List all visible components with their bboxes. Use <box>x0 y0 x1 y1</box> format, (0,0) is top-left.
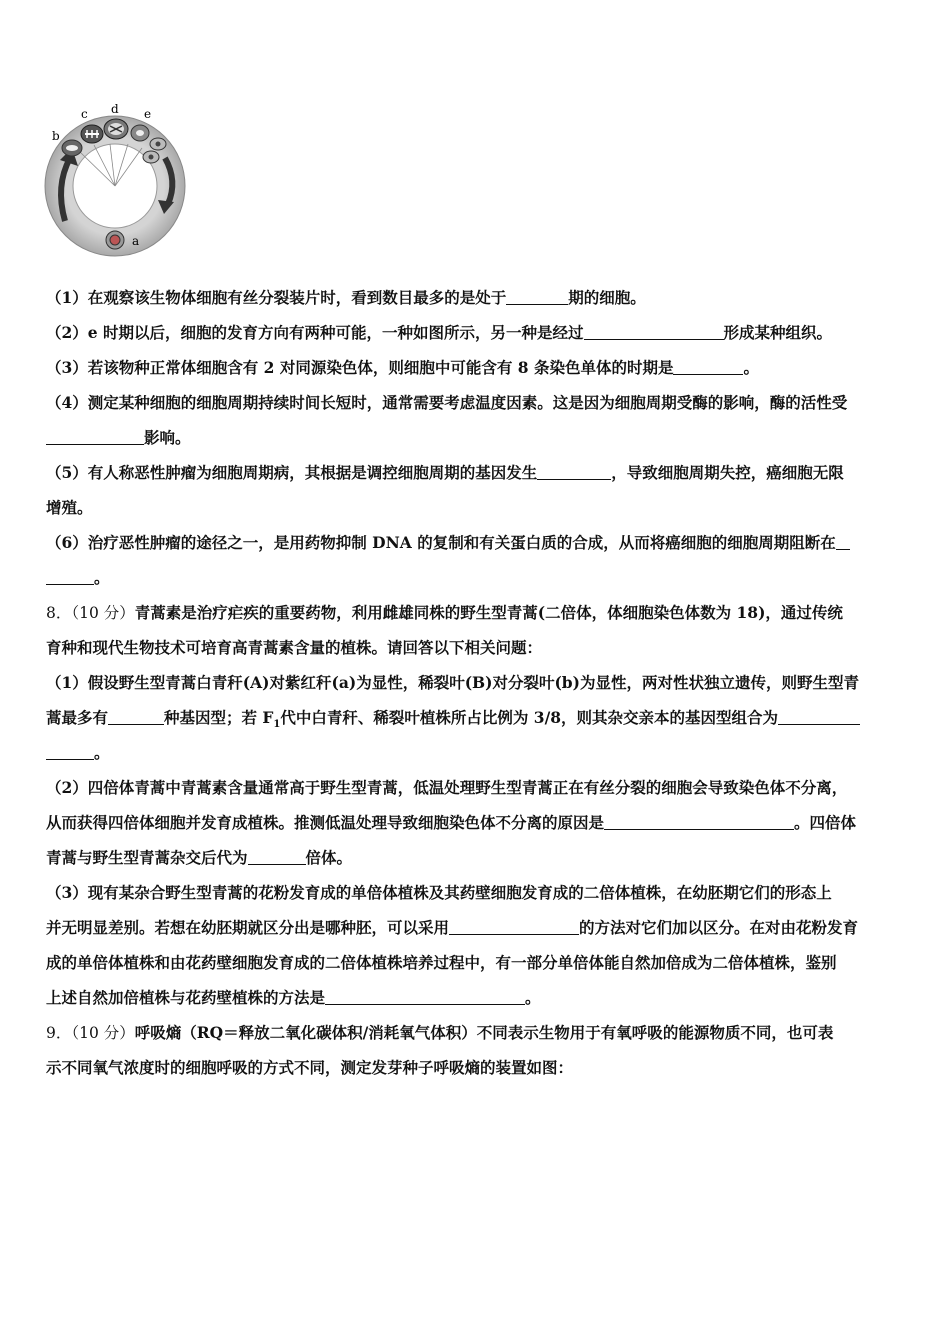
q8-intro: 8．（10 分）青蒿素是治疗疟疾的重要药物，利用雌雄同株的野生型青蒿(二倍体，体细胞染色体数为 18)，通过传统 <box>46 603 843 622</box>
q8-part2: （2）四倍体青蒿中青蒿素含量通常高于野生型青蒿，低温处理野生型青蒿正在有丝分裂的细胞会导致染色体不分离， <box>46 778 848 797</box>
answer-blank[interactable] <box>449 914 579 935</box>
answer-blank[interactable] <box>325 984 525 1005</box>
cell-b <box>62 140 82 156</box>
cell-d <box>104 119 128 139</box>
q8-intro-cont: 育种和现代生物技术可培育高青蒿素含量的植株。请回答以下相关问题： <box>46 638 543 657</box>
q8-part1-cont: 蒿最多有 种基因型；若 $F_1$代中白青秆、稀裂叶植株所占比例为 3/8，则其杂交亲本的基因型组合为 <box>46 700 908 735</box>
cell-e2 <box>143 151 159 163</box>
q8-part2-end: 青蒿与野生型青蒿杂交后代为 倍体。 <box>46 840 908 875</box>
q8-part1: （1）假设野生型青蒿白青秆(A)对紫红秆(a)为显性，稀裂叶(B)对分裂叶(b)为显性，两对性状独立遗传，则野生型青 <box>46 673 859 692</box>
answer-blank[interactable] <box>778 704 860 725</box>
q7-part5-cont: 增殖。 <box>46 498 93 517</box>
question-content <box>46 280 908 1085</box>
label-e: e <box>144 107 152 121</box>
answer-blank[interactable] <box>836 529 850 550</box>
cell-d2 <box>131 125 149 141</box>
answer-blank[interactable] <box>604 809 794 830</box>
q8-part1-end: 。 <box>46 735 908 770</box>
answer-blank[interactable] <box>248 844 306 865</box>
cell-e1 <box>150 138 166 150</box>
cell-c <box>81 125 103 143</box>
q7-part6: （6）治疗恶性肿瘤的途径之一，是用药物抑制 DNA 的复制和有关蛋白质的合成，从而将癌细胞的细胞周期阻断在 <box>46 525 908 560</box>
cell-cycle-figure <box>40 96 220 266</box>
label-b: b <box>52 129 60 143</box>
answer-blank[interactable] <box>584 319 724 340</box>
q7-part5: （5）有人称恶性肿瘤为细胞周期病，其根据是调控细胞周期的基因发生 ，导致细胞周期失控，癌细胞无限 <box>46 455 908 490</box>
answer-blank[interactable] <box>506 284 568 305</box>
q7-part2: （2）e 时期以后，细胞的发育方向有两种可能，一种如图所示，另一种是经过 形成某种组织。 <box>46 315 908 350</box>
answer-blank[interactable] <box>46 739 94 760</box>
label-a: a <box>132 234 140 248</box>
q9-intro-cont: 示不同氧气浓度时的细胞呼吸的方式不同，测定发芽种子呼吸熵的装置如图： <box>46 1058 574 1077</box>
answer-blank[interactable] <box>537 459 611 480</box>
answer-blank[interactable] <box>46 424 144 445</box>
q7-part1: （1）在观察该生物体细胞有丝分裂装片时，看到数目最多的是处于 期的细胞。 <box>46 280 908 315</box>
answer-blank[interactable] <box>108 704 164 725</box>
answer-blank[interactable] <box>673 354 743 375</box>
q8-part3-cont: 并无明显差别。若想在幼胚期就区分出是哪种胚，可以采用 的方法对它们加以区分。在对由花粉发育 <box>46 910 908 945</box>
answer-blank[interactable] <box>46 564 94 585</box>
label-d: d <box>111 102 119 116</box>
q8-part3-end: 上述自然加倍植株与花药壁植株的方法是 。 <box>46 980 908 1015</box>
cell-a <box>106 231 124 249</box>
q7-part4-cont: 影响。 <box>46 420 908 455</box>
q8-part2-cont: 从而获得四倍体细胞并发育成植株。推测低温处理导致细胞染色体不分离的原因是 。四倍体 <box>46 805 908 840</box>
q8-part3: （3）现有某杂合野生型青蒿的花粉发育成的单倍体植株及其药壁细胞发育成的二倍体植株，在幼胚期它们的形态上 <box>46 883 832 902</box>
q7-part3: （3）若该物种正常体细胞含有 2 对同源染色体，则细胞中可能含有 8 条染色单体的时期是 。 <box>46 350 908 385</box>
q7-part6-cont: 。 <box>46 560 908 595</box>
q7-part4: （4）测定某种细胞的细胞周期持续时间长短时，通常需要考虑温度因素。这是因为细胞周期受酶的影响，酶的活性受 <box>46 393 848 412</box>
q9-intro: 9．（10 分）呼吸熵（RQ＝释放二氧化碳体积/消耗氧气体积）不同表示生物用于有氧呼吸的能源物质不同，也可表 <box>46 1023 834 1042</box>
label-c: c <box>81 107 88 121</box>
q8-part3-cont2: 成的单倍体植株和由花药壁细胞发育成的二倍体植株培养过程中，有一部分单倍体能自然加倍成为二倍体植株，鉴别 <box>46 953 837 972</box>
